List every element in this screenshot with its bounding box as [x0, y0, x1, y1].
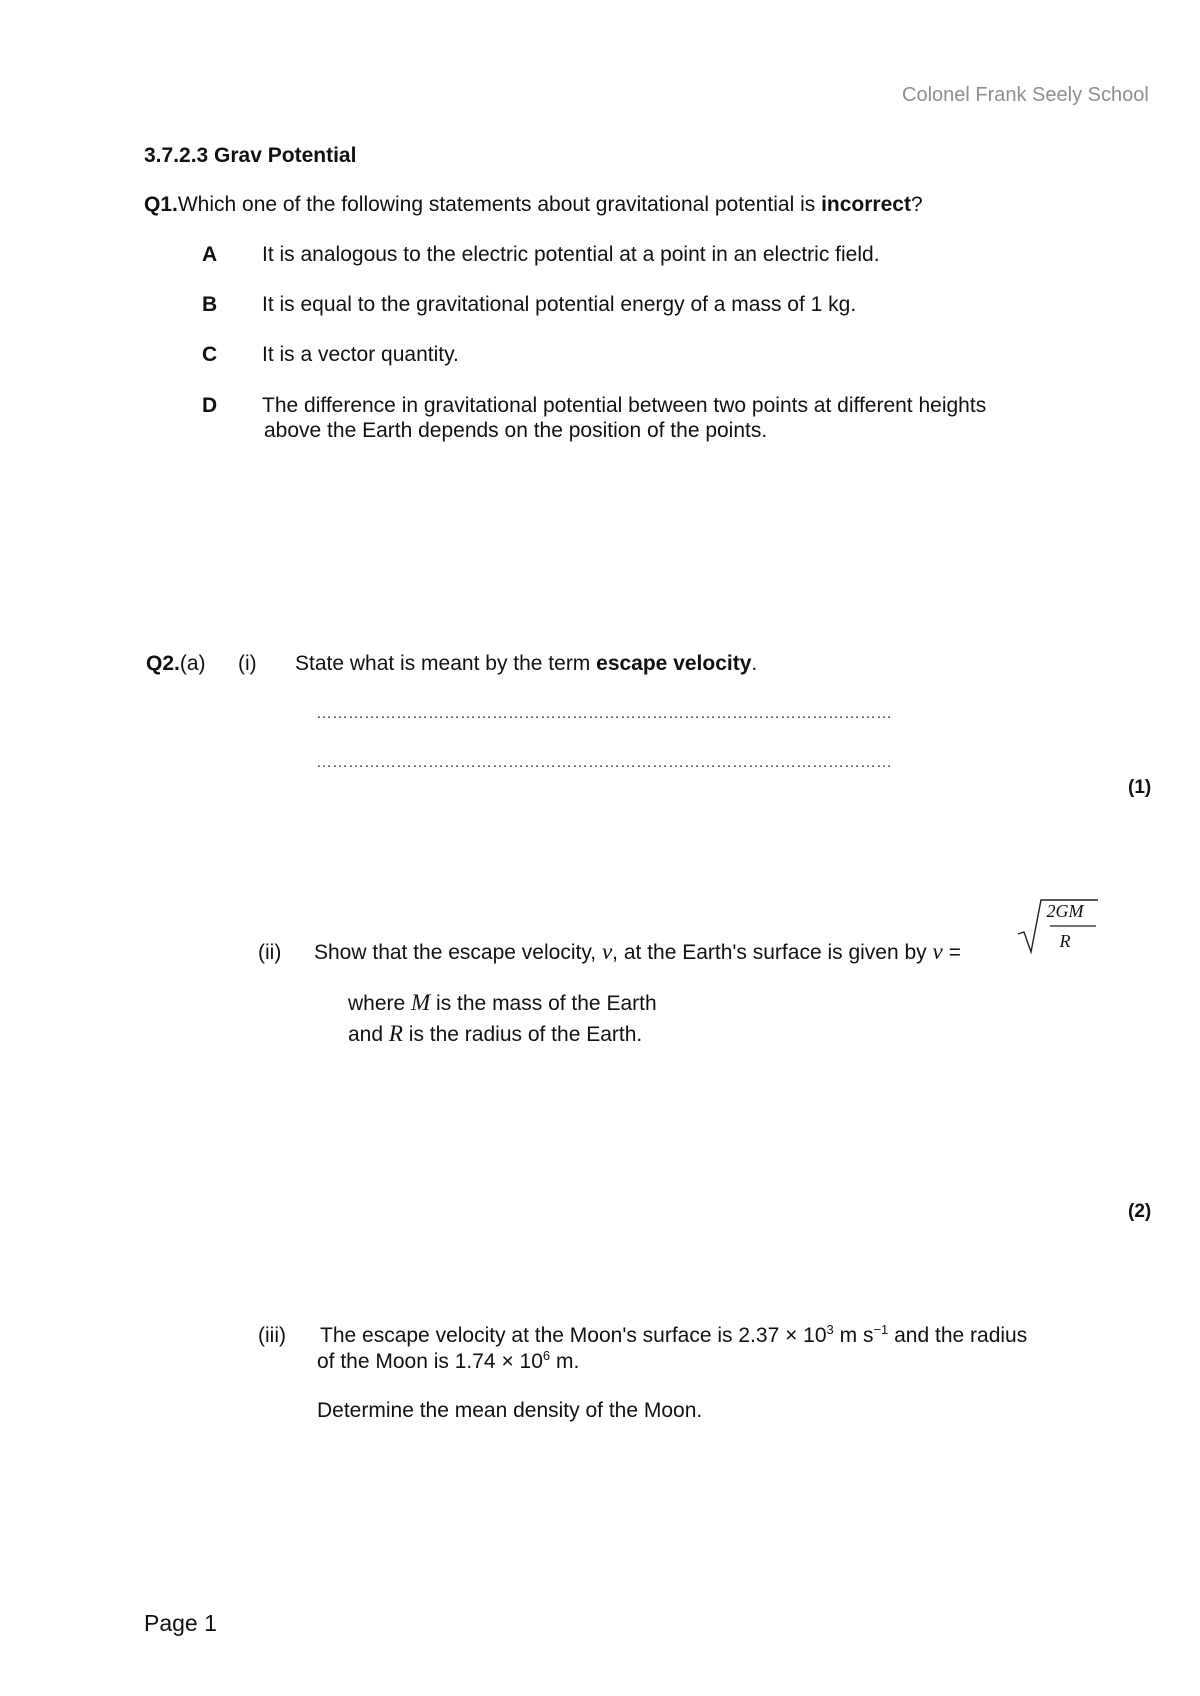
- q1-option-d-text: The difference in gravitational potential between two points at different heights: [262, 394, 987, 417]
- q1-option-c-letter: C: [202, 343, 218, 366]
- formula-denominator: R: [1059, 931, 1071, 951]
- q2-part-a: (a): [179, 652, 206, 675]
- section-title: 3.7.2.3 Grav Potential: [144, 144, 357, 167]
- q1-option-b-letter: B: [202, 293, 218, 316]
- q2-i-text-end: .: [751, 652, 758, 675]
- var-r: R: [388, 1021, 403, 1046]
- q2-i-term: escape velocity: [596, 652, 752, 675]
- formula-numerator: 2GM: [1046, 901, 1084, 921]
- q1-option-a-letter: A: [202, 243, 218, 266]
- q1-stem: [144, 193, 923, 217]
- q2-iii-text-e: m.: [550, 1350, 580, 1373]
- q1-option-d-text-line2: above the Earth depends on the position of the points.: [264, 419, 768, 442]
- exponent-minus-1: −1: [873, 1322, 889, 1337]
- and-text: and: [348, 1023, 389, 1046]
- exponent-3: 3: [826, 1322, 834, 1337]
- var-v-2: v: [932, 939, 943, 964]
- q2-i-text-start: State what is meant by the term: [295, 652, 597, 675]
- q2-number-row: [146, 652, 206, 676]
- school-name: Colonel Frank Seely School: [902, 84, 1149, 106]
- q2-ii-marks: (2): [1128, 1201, 1152, 1222]
- q2-ii-label: (ii): [258, 941, 282, 964]
- q1-option-b-text: It is equal to the gravitational potential energy of a mass of 1 kg.: [262, 293, 857, 316]
- page-number: Page 1: [144, 1610, 217, 1636]
- q2-ii-text: [314, 939, 961, 965]
- q2-number: Q2.: [146, 652, 180, 675]
- equals-sign: =: [942, 941, 961, 964]
- q2-ii-text-start: Show that the escape velocity,: [314, 941, 602, 964]
- q2-i-text: [295, 652, 757, 676]
- q1-stem-emphasis: incorrect: [821, 193, 911, 216]
- and-line: [348, 1021, 642, 1047]
- and-text-end: is the radius of the Earth.: [402, 1023, 643, 1046]
- q2-iii-text-a: The escape velocity at the Moon's surface is 2.37 × 10: [320, 1324, 827, 1347]
- var-v: v: [601, 939, 613, 964]
- q1-option-a-text: It is analogous to the electric potential at a point in an electric field.: [262, 243, 880, 266]
- q2-iii-instruction: Determine the mean density of the Moon.: [317, 1399, 703, 1422]
- q2-iii-label: (iii): [258, 1324, 286, 1347]
- q1-option-c-text: It is a vector quantity.: [262, 343, 459, 366]
- answer-line-1: ………………………………………………………………………………………………: [316, 705, 892, 722]
- q2-i-label: (i): [238, 652, 257, 675]
- q1-number: Q1.: [144, 193, 178, 216]
- q2-i-marks: (1): [1128, 777, 1152, 798]
- q1-option-d-letter: D: [202, 394, 218, 417]
- var-m: M: [411, 990, 431, 1015]
- q2-ii-text-mid: , at the Earth's surface is given by: [612, 941, 933, 964]
- answer-line-2: ………………………………………………………………………………………………: [316, 754, 892, 771]
- q1-stem-text: Which one of the following statements about gravitational potential is: [177, 193, 822, 216]
- exponent-6: 6: [542, 1348, 551, 1363]
- where-text: where: [348, 992, 412, 1015]
- q2-iii-text-b: m s: [833, 1324, 874, 1347]
- q1-stem-end: ?: [910, 193, 923, 216]
- where-line: [348, 990, 657, 1016]
- where-text-end: is the mass of the Earth: [430, 992, 657, 1015]
- q2-iii-line-2: [317, 1350, 579, 1374]
- q2-iii-text-d: of the Moon is 1.74 × 10: [317, 1350, 543, 1373]
- q2-iii-line-1: [320, 1324, 1027, 1348]
- q2-iii-text-c: and the radius: [888, 1324, 1028, 1347]
